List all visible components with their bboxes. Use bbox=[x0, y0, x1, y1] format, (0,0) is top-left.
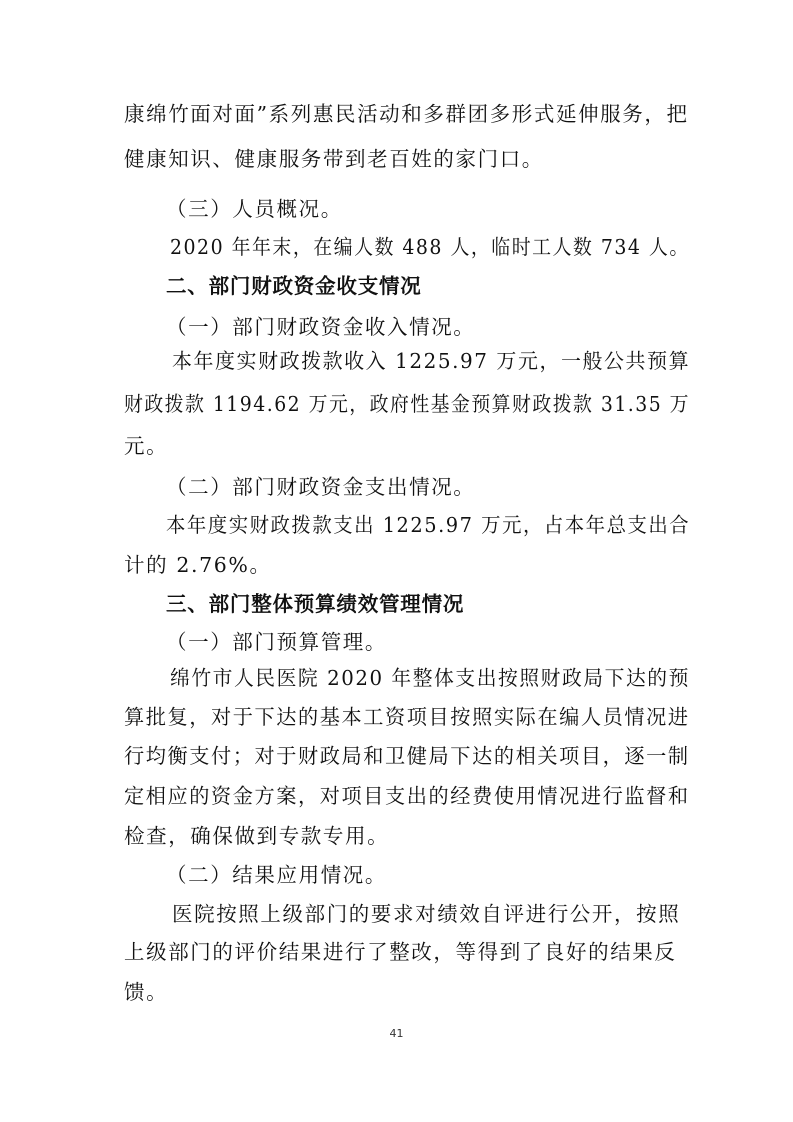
subsection-heading: （二）结果应用情况。 bbox=[166, 863, 387, 887]
page-number: 41 bbox=[389, 1027, 404, 1040]
subsection-heading: （三）人员概况。 bbox=[166, 197, 343, 221]
subsection-heading: （一）部门预算管理。 bbox=[166, 630, 387, 654]
body-text-line: 财政拨款 1194.62 万元，政府性基金预算财政拨款 31.35 万 bbox=[124, 392, 691, 416]
body-text-line: 健康知识、健康服务带到老百姓的家门口。 bbox=[124, 147, 544, 171]
body-text-line: 检查，确保做到专款专用。 bbox=[124, 824, 390, 848]
body-text-line: 馈。 bbox=[124, 980, 169, 1004]
body-text-line: 绵竹市人民医院 2020 年整体支出按照财政局下达的预 bbox=[170, 666, 690, 690]
body-text-line: 上级部门的评价结果进行了整改，等得到了良好的结果反 bbox=[124, 940, 677, 964]
body-text-line: 2020 年年末，在编人数 488 人，临时工人数 734 人。 bbox=[170, 235, 690, 259]
body-text-line: 计的 2.76%。 bbox=[124, 553, 272, 577]
subsection-heading: （二）部门财政资金支出情况。 bbox=[166, 475, 476, 499]
body-text-line: 算批复，对于下达的基本工资项目按照实际在编人员情况进 bbox=[124, 705, 690, 729]
section-heading: 二、部门财政资金收支情况 bbox=[166, 274, 422, 298]
body-text-line: 元。 bbox=[124, 434, 169, 458]
subsection-heading: （一）部门财政资金收入情况。 bbox=[166, 315, 476, 339]
body-text-line: 医院按照上级部门的要求对绩效自评进行公开，按照 bbox=[172, 902, 681, 926]
body-text-line: 定相应的资金方案，对项目支出的经费使用情况进行监督和 bbox=[124, 784, 690, 808]
section-heading: 三、部门整体预算绩效管理情况 bbox=[166, 592, 465, 616]
body-text-line: 本年度实财政拨款收入 1225.97 万元，一般公共预算 bbox=[172, 349, 691, 373]
body-text-line: 本年度实财政拨款支出 1225.97 万元，占本年总支出合 bbox=[166, 513, 691, 537]
body-text-line: 康绵竹面对面”系列惠民活动和多群团多形式延伸服务，把 bbox=[124, 102, 689, 126]
body-text-line: 行均衡支付；对于财政局和卫健局下达的相关项目，逐一制 bbox=[124, 744, 690, 768]
